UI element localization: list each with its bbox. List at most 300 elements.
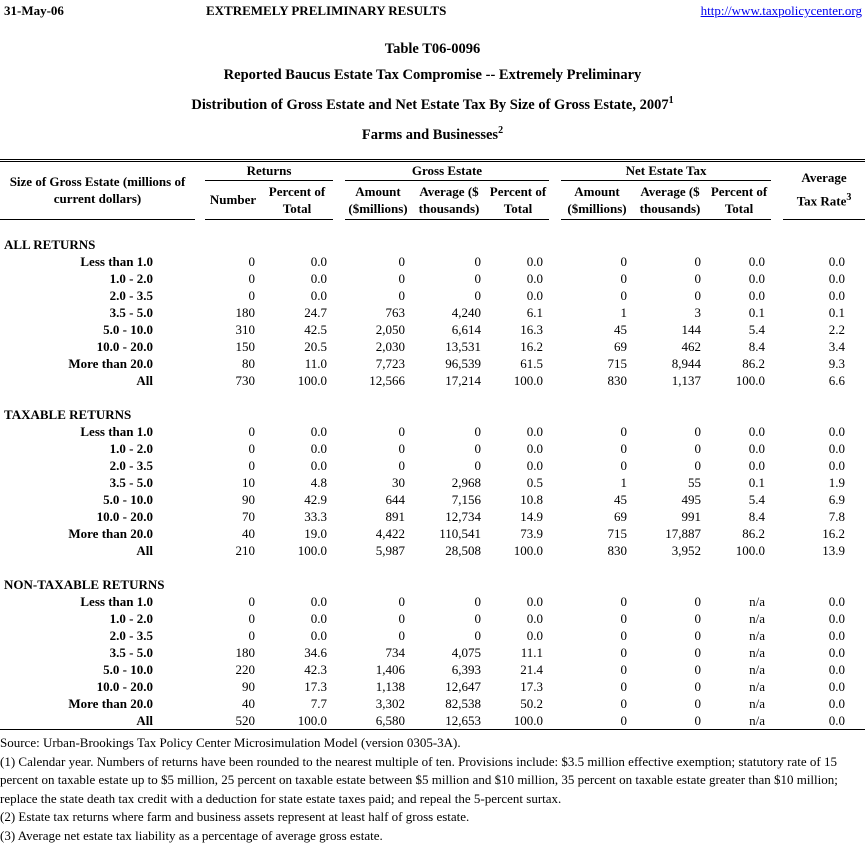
column-gap [333,593,345,610]
table-row [0,270,865,287]
column-gap [195,491,205,508]
cell-value: 0 [694,696,702,712]
column-gap [549,661,561,678]
column-gap [549,627,561,644]
column-gap [333,440,345,457]
column-gap [771,253,783,270]
cell-value: 0 [694,679,702,695]
column-gap [549,355,561,372]
column-gap [195,661,205,678]
col-header-returns-percent: Percent of Total [261,180,333,219]
cell-value: 0.0 [526,288,544,304]
row-label: 10.0 - 20.0 [96,509,153,525]
cell-value: 210 [235,543,255,559]
cell-value: 830 [607,543,628,559]
cell-value: 144 [681,322,702,338]
cell-value: 16.2 [520,339,544,355]
table-row [0,525,865,542]
cell-value: 45 [614,492,628,508]
cell-value: 17.3 [304,679,327,695]
cell-value: 100.0 [297,373,327,389]
cell-value: 0.0 [828,645,846,661]
row-label: 5.0 - 10.0 [103,492,153,508]
cell-value: 30 [392,475,405,491]
column-gap [771,423,783,440]
col-header-number: Number [205,180,261,219]
cell-value: 12,653 [445,713,481,729]
cell-value: 0.0 [310,628,327,644]
cell-value: 180 [235,645,255,661]
cell-value: 0.0 [748,288,766,304]
column-gap [771,610,783,627]
table-row [0,627,865,644]
cell-value: 8.4 [748,339,766,355]
cell-value: 0.0 [310,254,327,270]
footnote-3: (3) Average net estate tax liability as a percentage of average gross estate. [0,827,383,843]
cell-value: 0 [248,458,255,474]
column-gap [549,525,561,542]
cell-value: 1.9 [828,475,846,491]
column-gap [195,712,205,730]
column-gap [333,355,345,372]
section-gap [0,559,865,576]
cell-value: 3,302 [375,696,405,712]
cell-value: 0 [620,441,628,457]
section-header: TAXABLE RETURNS [4,407,132,423]
cell-value: 0 [694,662,702,678]
cell-value: 90 [242,492,255,508]
cell-value: 33.3 [304,509,327,525]
cell-value: 16.2 [822,526,846,542]
title-block [0,36,865,148]
cell-value: 0 [398,594,405,610]
column-gap [549,304,561,321]
cell-value: 100.0 [513,373,544,389]
column-gap [549,593,561,610]
column-gap [333,610,345,627]
cell-value: 0 [398,271,405,287]
column-gap [333,474,345,491]
cell-value: 70 [242,509,255,525]
cell-value: 55 [688,475,702,491]
footnote-ref-1: 1 [668,95,674,106]
cell-value: 50.2 [520,696,544,712]
cell-value: 763 [385,305,405,321]
column-gap [333,542,345,559]
column-gap [771,525,783,542]
column-gap [195,372,205,389]
row-label: More than 20.0 [68,526,153,542]
cell-value: 0.0 [526,594,544,610]
cell-value: 5.4 [748,322,766,338]
cell-value: 715 [607,356,628,372]
cell-value: 12,734 [445,509,481,525]
table-row [0,712,865,730]
cell-value: 28,508 [445,543,481,559]
cell-value: 220 [235,662,255,678]
column-gap [195,627,205,644]
table-row [0,457,865,474]
table-row [0,355,865,372]
cell-value: 310 [235,322,255,338]
col-header-tax-average: Average ($ thousands) [633,180,707,219]
cell-value: 520 [235,713,255,729]
cell-value: 100.0 [735,543,766,559]
column-gap [333,695,345,712]
column-gap [333,321,345,338]
cell-value: 0 [620,713,628,729]
cell-value: 0 [398,254,405,270]
row-label: Less than 1.0 [80,424,153,440]
table-row [0,610,865,627]
cell-value: 0 [694,611,702,627]
column-gap [549,678,561,695]
col-header-gross-percent: Percent of Total [487,180,549,219]
cell-value: 830 [607,373,628,389]
row-label: More than 20.0 [68,696,153,712]
column-gap [195,160,205,219]
cell-value: 69 [614,509,628,525]
cell-value: 0 [248,271,255,287]
column-gap [549,542,561,559]
cell-value: 34.6 [304,645,327,661]
cell-value: 13.9 [822,543,846,559]
preliminary-status-label: EXTREMELY PRELIMINARY RESULTS [206,3,447,18]
column-gap [771,160,783,219]
column-gap [333,661,345,678]
column-gap [549,644,561,661]
table-header [0,160,865,219]
row-label: All [136,713,153,729]
cell-value: 19.0 [304,526,327,542]
cell-value: 7.7 [310,696,327,712]
cell-value: 100.0 [513,543,544,559]
cell-value: 0 [620,696,628,712]
cell-value: 42.9 [304,492,327,508]
cell-value: 0 [474,271,481,287]
column-gap [195,610,205,627]
cell-value: 0 [398,288,405,304]
cell-value: 10 [242,475,255,491]
cell-value: 40 [242,526,255,542]
col-header-tax-amount: Amount ($millions) [561,180,633,219]
row-label: 5.0 - 10.0 [103,322,153,338]
cell-value: 0.1 [748,305,766,321]
table-row [0,304,865,321]
cell-value: 0 [620,288,628,304]
cell-value: 40 [242,696,255,712]
column-gap [549,160,561,219]
cell-value: 5,987 [375,543,405,559]
cell-value: 1,137 [671,373,702,389]
column-gap [333,627,345,644]
cell-value: 0.0 [748,254,766,270]
cell-value: 0 [398,424,405,440]
column-gap [771,287,783,304]
group-header-gross-estate: Gross Estate [345,160,549,180]
source-note: Source: Urban-Brookings Tax Policy Center Microsimulation Model (version 0305-3A). [0,735,461,751]
cell-value: 0.0 [828,271,846,287]
cell-value: 0 [620,254,628,270]
cell-value: 8,944 [671,356,702,372]
cell-value: 6.6 [828,373,846,389]
cell-value: 0 [694,594,702,610]
column-gap [771,542,783,559]
cell-value: 2.2 [828,322,846,338]
table-row [0,321,865,338]
cell-value: 0 [248,628,255,644]
column-gap [771,321,783,338]
cell-value: 0 [694,441,702,457]
table-population-text: Farms and Businesses [361,126,499,143]
table-row [0,508,865,525]
cell-value: 644 [385,492,405,508]
cell-value: 0 [620,628,628,644]
column-gap [549,457,561,474]
row-label: Less than 1.0 [80,594,153,610]
cell-value: 3 [694,305,702,321]
column-gap [771,440,783,457]
section-gap [0,219,865,236]
column-gap [195,338,205,355]
cell-value: 0 [248,594,255,610]
cell-value: 0 [620,424,628,440]
table-row [0,423,865,440]
cell-value: n/a [749,594,766,610]
cell-value: 90 [242,679,255,695]
table-subtitle: Reported Baucus Estate Tax Compromise -- Extremely Preliminary [223,67,642,83]
table-population [0,118,865,148]
cell-value: 0.0 [828,696,846,712]
column-gap [333,372,345,389]
row-label: More than 20.0 [68,356,153,372]
row-label: 2.0 - 3.5 [109,458,153,474]
column-gap [549,474,561,491]
column-gap [771,474,783,491]
cell-value: n/a [749,713,766,729]
cell-value: 100.0 [297,543,327,559]
column-gap [333,338,345,355]
table-row [0,287,865,304]
cell-value: 0 [474,424,481,440]
column-gap [195,525,205,542]
table-row [0,491,865,508]
cell-value: 0.0 [748,271,766,287]
section-header: ALL RETURNS [4,237,96,253]
column-gap [549,287,561,304]
cell-value: 7.8 [828,509,846,525]
column-gap [195,253,205,270]
cell-value: 734 [385,645,405,661]
cell-value: 4,240 [451,305,481,321]
cell-value: 13,531 [445,339,481,355]
column-gap [195,593,205,610]
cell-value: n/a [749,611,766,627]
column-gap [333,423,345,440]
cell-value: 0 [620,679,628,695]
cell-value: 0.0 [748,441,766,457]
cell-value: 0.0 [748,458,766,474]
cell-value: 17.3 [520,679,544,695]
external-link[interactable]: http://www.taxpolicycenter.org [700,3,862,18]
cell-value: 69 [614,339,628,355]
cell-value: 10.8 [520,492,544,508]
column-gap [333,525,345,542]
column-gap [771,678,783,695]
cell-value: 0.0 [526,458,544,474]
column-gap [549,712,561,730]
cell-value: 0 [694,628,702,644]
cell-value: 0 [620,458,628,474]
cell-value: 0.1 [828,305,846,321]
cell-value: 110,541 [439,526,481,542]
cell-value: n/a [749,645,766,661]
cell-value: 14.9 [520,509,544,525]
cell-value: 0.0 [310,288,327,304]
cell-value: 0 [398,628,405,644]
column-gap [549,372,561,389]
cell-value: 6.1 [526,305,544,321]
cell-value: 0.0 [828,254,846,270]
cell-value: 5.4 [748,492,766,508]
cell-value: 0 [474,288,481,304]
cell-value: 9.3 [828,356,846,372]
table-row [0,440,865,457]
cell-value: 100.0 [297,713,327,729]
column-gap [771,270,783,287]
cell-value: 0.0 [310,271,327,287]
column-gap [195,440,205,457]
cell-value: 86.2 [742,356,766,372]
cell-value: 0.0 [310,594,327,610]
cell-value: 0.0 [526,628,544,644]
cell-value: 3.4 [828,339,846,355]
column-gap [771,627,783,644]
cell-value: 7,156 [451,492,481,508]
column-gap [195,423,205,440]
column-gap [549,423,561,440]
cell-value: 0 [620,645,628,661]
cell-value: 0.0 [828,424,846,440]
table-body [0,219,865,730]
table-row [0,695,865,712]
col-header-gross-average: Average ($ thousands) [411,180,487,219]
row-label: 10.0 - 20.0 [96,679,153,695]
cell-value: 1 [620,475,628,491]
cell-value: 0.0 [828,441,846,457]
cell-value: 991 [681,509,702,525]
column-gap [195,678,205,695]
column-gap [549,321,561,338]
cell-value: 6.9 [828,492,846,508]
cell-value: 2,968 [451,475,481,491]
cell-value: 0 [248,254,255,270]
cell-value: 0 [248,288,255,304]
average-tax-rate-header-line2: Tax Rate [796,193,847,209]
cell-value: 0 [398,458,405,474]
column-gap [195,542,205,559]
footnote-1: (1) Calendar year. Numbers of returns have been rounded to the nearest multiple of ten. Provisions include: $3.5 million effective exemption; statutory rate of 15 percent on taxable estate up to $5 million, 25 percent on taxable estate between $5 million and $10 million, 35 percent on taxable estate greater than $10 million; replace the state death tax credit with a deduction for state estate taxes paid; and repeal the 5-percent surtax. [0,753,838,806]
column-gap [549,695,561,712]
cell-value: 0 [474,628,481,644]
column-gap [195,270,205,287]
column-gap [771,372,783,389]
row-label: 1.0 - 2.0 [109,441,153,457]
table-row [0,593,865,610]
column-gap [549,253,561,270]
column-gap [333,253,345,270]
table-row [0,338,865,355]
column-gap [771,695,783,712]
cell-value: 4,075 [451,645,481,661]
date-label: 31-May-06 [4,3,64,18]
cell-value: 0.0 [828,628,846,644]
cell-value: 73.9 [520,526,544,542]
cell-value: 6,580 [375,713,405,729]
cell-value: 0 [694,288,702,304]
table-row [0,474,865,491]
column-gap [333,304,345,321]
cell-value: 17,887 [665,526,702,542]
column-gap [195,474,205,491]
group-header-returns: Returns [205,160,333,180]
table-row [0,644,865,661]
cell-value: 0 [474,458,481,474]
cell-value: 0.0 [828,458,846,474]
cell-value: 0 [474,594,481,610]
cell-value: 3,952 [671,543,702,559]
column-gap [771,508,783,525]
cell-value: 0.5 [526,475,544,491]
cell-value: 17,214 [445,373,481,389]
cell-value: 45 [614,322,628,338]
cell-value: 0.0 [526,271,544,287]
cell-value: 1,138 [375,679,405,695]
row-label: 3.5 - 5.0 [109,645,153,661]
page-header [0,0,865,22]
column-gap [771,355,783,372]
cell-value: 0.1 [748,475,766,491]
cell-value: 42.3 [304,662,327,678]
cell-value: 495 [681,492,702,508]
column-gap [333,712,345,730]
column-gap [771,457,783,474]
cell-value: 0 [398,441,405,457]
cell-value: 0 [694,713,702,729]
footnotes-block [0,734,865,845]
cell-value: 0 [248,441,255,457]
average-tax-rate-header-line1: Average [801,170,847,186]
cell-value: 2,050 [375,322,405,338]
column-gap [771,304,783,321]
cell-value: 180 [235,305,255,321]
row-label: 3.5 - 5.0 [109,305,153,321]
table-row [0,542,865,559]
cell-value: 20.5 [304,339,327,355]
table-row [0,678,865,695]
cell-value: 1 [620,305,628,321]
column-gap [333,160,345,219]
cell-value: 86.2 [742,526,766,542]
column-gap [771,644,783,661]
column-gap [333,270,345,287]
cell-value: 12,566 [369,373,405,389]
section-gap [0,389,865,406]
column-gap [549,270,561,287]
cell-value: 0.0 [828,611,846,627]
cell-value: 0 [620,611,628,627]
footnote-ref-2: 2 [498,124,504,136]
